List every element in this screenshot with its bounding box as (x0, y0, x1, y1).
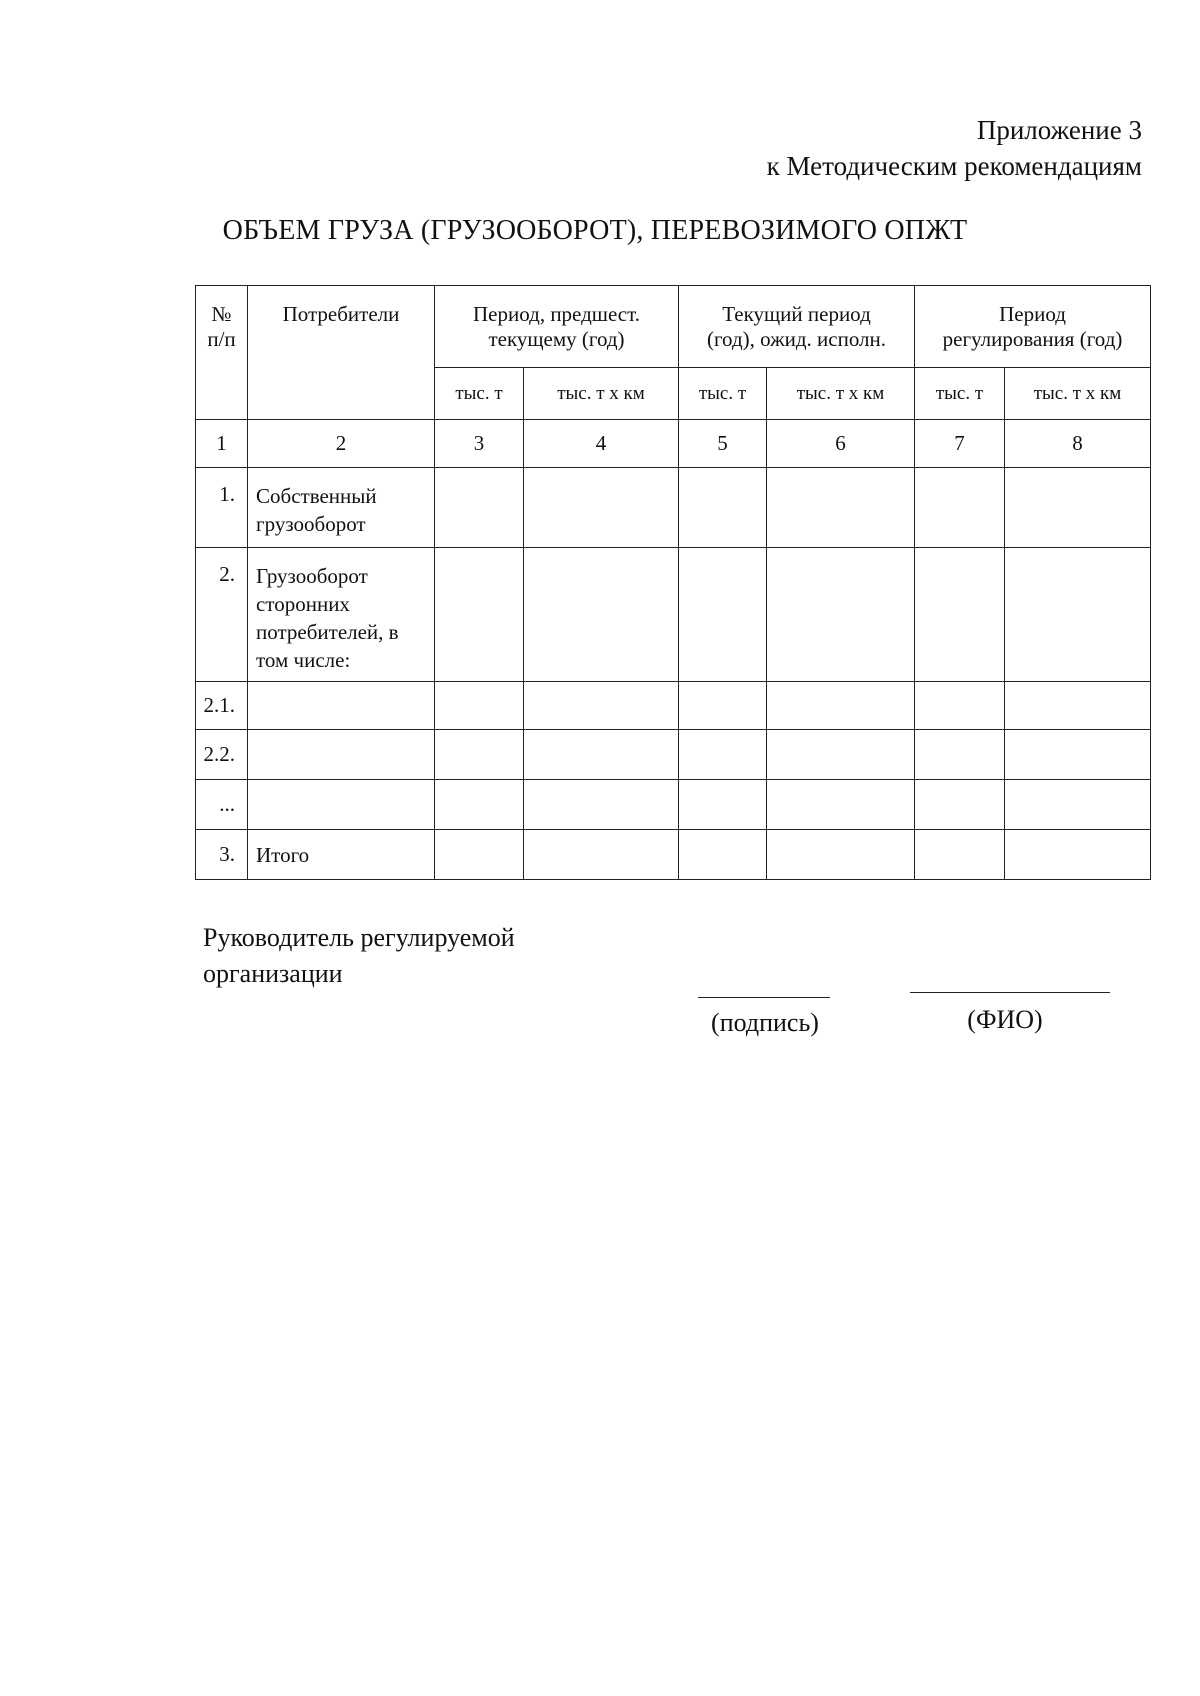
header-period-regulation (915, 286, 1151, 368)
unit-current-tkm: тыс. т х км (767, 368, 915, 420)
cell-current-t[interactable] (679, 730, 767, 780)
appendix-note (767, 112, 1142, 184)
document-title-text: ОБЪЕМ ГРУЗА (ГРУЗООБОРОТ), ПЕРЕВОЗИМОГО ОПЖТ (222, 215, 968, 246)
unit-prev-tkm: тыс. т х км (524, 368, 679, 420)
cell-reg-t[interactable] (915, 830, 1005, 880)
column-number-4: 4 (524, 420, 679, 468)
cell-reg-t[interactable] (915, 780, 1005, 830)
unit-reg-tkm: тыс. т х км (1005, 368, 1151, 420)
cell-reg-tkm[interactable] (1005, 468, 1151, 548)
cell-reg-t[interactable] (915, 682, 1005, 730)
table-row (196, 468, 1151, 548)
unit-reg-t: тыс. т (915, 368, 1005, 420)
column-number-2: 2 (248, 420, 435, 468)
cell-current-t[interactable] (679, 548, 767, 682)
column-number-6: 6 (767, 420, 915, 468)
header-period-previous-line1: Период, предшест. (473, 302, 640, 326)
cell-prev-t[interactable] (435, 468, 524, 548)
cell-prev-tkm[interactable] (524, 830, 679, 880)
cell-reg-t[interactable] (915, 730, 1005, 780)
signature-line[interactable] (698, 997, 830, 998)
row-number: 3. (196, 830, 248, 880)
cell-prev-tkm[interactable] (524, 548, 679, 682)
cell-reg-tkm[interactable] (1005, 682, 1151, 730)
cell-current-t[interactable] (679, 830, 767, 880)
header-row (196, 286, 1151, 368)
cell-prev-tkm[interactable] (524, 730, 679, 780)
cell-prev-t[interactable] (435, 548, 524, 682)
row-number: 2.2. (196, 730, 248, 780)
cell-current-tkm[interactable] (767, 682, 915, 730)
header-period-current-line1: Текущий период (722, 302, 871, 326)
cell-current-t[interactable] (679, 468, 767, 548)
header-no-line1: № (211, 302, 232, 326)
header-period-current (679, 286, 915, 368)
row-number: 2. (196, 548, 248, 682)
header-period-regulation-line2: регулирования (год) (942, 327, 1123, 351)
appendix-number: Приложение 3 (976, 115, 1142, 145)
row-number: ... (196, 780, 248, 830)
cell-current-tkm[interactable] (767, 548, 915, 682)
table-row (196, 780, 1151, 830)
document-title (0, 215, 1200, 247)
column-number-8: 8 (1005, 420, 1151, 468)
header-no-line2: п/п (207, 327, 236, 351)
table-row (196, 682, 1151, 730)
column-number-3: 3 (435, 420, 524, 468)
cell-reg-t[interactable] (915, 468, 1005, 548)
row-consumer (248, 780, 435, 830)
table-row (196, 730, 1151, 780)
row-consumer: Итого (248, 830, 435, 880)
signatory-position-line2: организации (203, 959, 343, 988)
cell-prev-tkm[interactable] (524, 682, 679, 730)
cell-current-tkm[interactable] (767, 730, 915, 780)
cell-prev-tkm[interactable] (524, 468, 679, 548)
cell-current-t[interactable] (679, 682, 767, 730)
appendix-reference: к Методическим рекомендациям (766, 151, 1142, 181)
header-no (196, 286, 248, 420)
header-consumers (248, 286, 435, 420)
freight-volume-table (195, 285, 1151, 880)
table-row (196, 548, 1151, 682)
cell-prev-t[interactable] (435, 730, 524, 780)
cell-prev-tkm[interactable] (524, 780, 679, 830)
signature-block (203, 920, 515, 992)
cell-current-tkm[interactable] (767, 830, 915, 880)
cell-current-tkm[interactable] (767, 468, 915, 548)
column-number-row (196, 420, 1151, 468)
header-period-previous-line2: текущему (год) (488, 327, 625, 351)
row-consumer (248, 730, 435, 780)
cell-prev-t[interactable] (435, 682, 524, 730)
column-number-5: 5 (679, 420, 767, 468)
header-period-current-line2: (год), ожид. исполн. (706, 327, 887, 351)
full-name-caption: (ФИО) (967, 1005, 1043, 1034)
cell-current-t[interactable] (679, 780, 767, 830)
cell-prev-t[interactable] (435, 780, 524, 830)
signature-caption: (подпись) (711, 1008, 819, 1037)
cell-prev-t[interactable] (435, 830, 524, 880)
cell-current-tkm[interactable] (767, 780, 915, 830)
header-consumers-label: Потребители (282, 302, 400, 326)
cell-reg-tkm[interactable] (1005, 730, 1151, 780)
cell-reg-t[interactable] (915, 548, 1005, 682)
header-period-regulation-line1: Период (999, 302, 1066, 326)
row-consumer: Грузооборот сторонних потребителей, в том числе: (248, 548, 435, 682)
column-number-7: 7 (915, 420, 1005, 468)
table-row (196, 830, 1151, 880)
row-number: 2.1. (196, 682, 248, 730)
cell-reg-tkm[interactable] (1005, 830, 1151, 880)
column-number-1: 1 (196, 420, 248, 468)
cell-reg-tkm[interactable] (1005, 780, 1151, 830)
unit-current-t: тыс. т (679, 368, 767, 420)
row-consumer (248, 682, 435, 730)
full-name-line[interactable] (910, 992, 1110, 993)
header-period-previous (435, 286, 679, 368)
unit-prev-t: тыс. т (435, 368, 524, 420)
row-number: 1. (196, 468, 248, 548)
signatory-position-line1: Руководитель регулируемой (203, 923, 515, 952)
cell-reg-tkm[interactable] (1005, 548, 1151, 682)
row-consumer: Собственный грузооборот (248, 468, 435, 548)
